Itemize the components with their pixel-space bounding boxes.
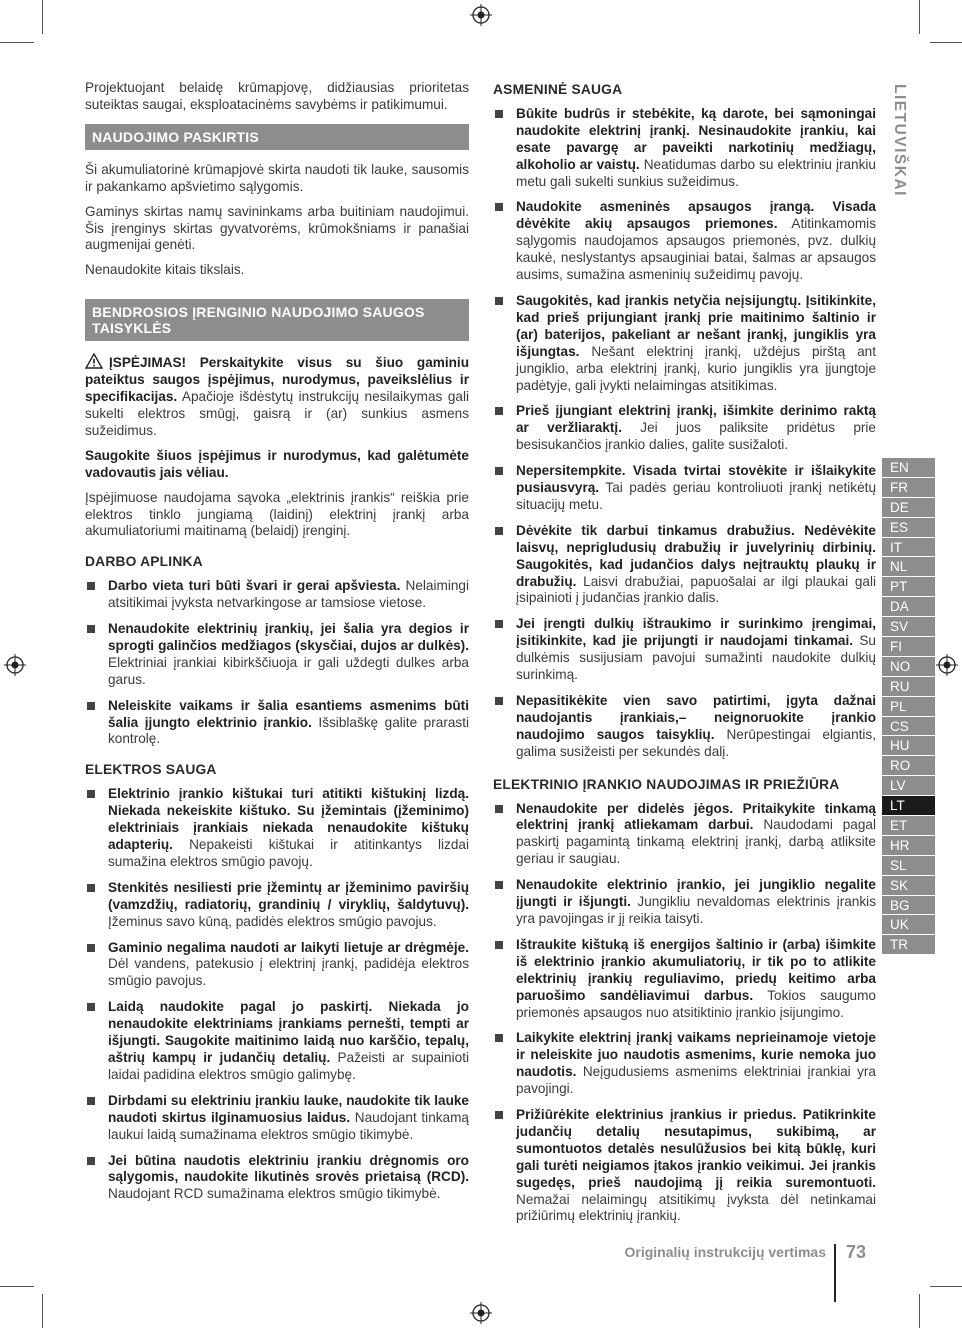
- crop-mark-bottom-right-h: [930, 1286, 962, 1287]
- bullet-text: Elektriniai įrankiai kibirkščiuoja ir gali uždegti dulkes arba garus.: [108, 654, 469, 687]
- language-tab-hu[interactable]: HU: [882, 736, 935, 756]
- bullet-text: Nešant elektrinį įrankį, uždėjus pirštą ant jungiklio, arba elektrinį įrankį, kurio jungiklis yra įjungtoje padėtyje, gali įvykti nelaimingas atsitikimas.: [516, 343, 876, 393]
- bullet-bold-text: Nepersitempkite. Visada tvirtai stovėkite ir išlaikykite pusiausvyrą.: [516, 463, 876, 496]
- bullet-item: [85, 621, 469, 689]
- bullet-text: Nemažai nelaimingų atsitikimų įvyksta dėl netinkamai prižiūrimų elektrinių įrankių.: [516, 1191, 876, 1224]
- personal-safety-list: [493, 106, 876, 761]
- power-tool-term-paragraph: Įspėjimuose naudojama sąvoka „elektrinis įrankis“ reiškia prie elektros tinklo jungiamą (laidinį) elektrinį įrankį arba akumuliatoriumi maitinamą (belaidį) įrenginį.: [85, 489, 469, 539]
- bullet-item: [493, 937, 876, 1022]
- bullet-text: Neįgudusiems asmenims elektriniai įrankiai yra pavojingi.: [516, 1064, 876, 1097]
- keep-instructions-paragraph: [85, 448, 469, 482]
- registration-mark-icon: [936, 654, 958, 676]
- footer-divider: [834, 1244, 836, 1302]
- bullet-text: Jei juos paliksite pridėtus prie besisukančios įrankio dalies, galite susižaloti.: [516, 420, 876, 453]
- bullet-text: Jungikliu nevaldomas elektrinis įrankis yra pavojingas ir jį reikia taisyti.: [516, 894, 876, 926]
- bullet-bold-text: Elektrinio įrankio kištukai turi atitikti kištukinį lizdą. Niekada nekeiskite kištuko. Su įžemintais (įžeminimo) elektriniais įrankiais niekada nenaudokite kištukų adapterių.: [108, 786, 469, 852]
- bullet-item: [85, 578, 469, 612]
- bullet-bold-text: Neleiskite vaikams ir šalia esantiems asmenims būti šalia įjungto elektrinio įrankio.: [108, 697, 469, 730]
- bullet-square-icon: [87, 625, 95, 633]
- bullet-item: [85, 940, 469, 991]
- bullet-item: [493, 1030, 876, 1098]
- paragraph: Gaminys skirtas namų savininkams arba buitiniam naudojimui. Šis įrenginys skirtas gyvatvorėms, krūmokšniams ir panašiai augmenijai genėti.: [85, 203, 469, 253]
- language-tab-pt[interactable]: PT: [882, 577, 935, 597]
- bullet-square-icon: [87, 790, 95, 798]
- bullet-bold-text: Nepasitikėkite vien savo patirtimi, įgyta dažnai naudojantis įrankiais,– neignoruokite įrankio naudojimo saugos taisyklių.: [516, 693, 876, 742]
- left-column: [85, 80, 469, 1212]
- bullet-square-icon: [87, 884, 95, 892]
- bullet-square-icon: [87, 1097, 95, 1105]
- paragraph: Nenaudokite kitais tikslais.: [85, 262, 245, 278]
- subheading-work-area: DARBO APLINKA: [85, 554, 203, 570]
- bullet-item: [85, 1093, 469, 1144]
- language-side-title: LIETUVIŠKAI: [891, 84, 908, 197]
- bullet-text: Nerūpestingai elgiantis, galima susižeisti per sekundės dalį.: [516, 726, 876, 759]
- subheading-tool-use-care: ELEKTRINIO ĮRANKIO NAUDOJIMAS IR PRIEŽIŪRA: [493, 776, 840, 792]
- bullet-text: Naudojant tinkamą laukui laidą sumažinama elektros smūgio tikimybė.: [108, 1109, 469, 1142]
- bullet-item: [493, 403, 876, 454]
- crop-mark-bottom-right-v: [919, 1294, 920, 1328]
- bullet-text: Pažeisti ar supainioti laidai padidina elektros smūgio galimybę.: [108, 1049, 469, 1082]
- bullet-item: [493, 463, 876, 514]
- language-tab-es[interactable]: ES: [882, 518, 935, 538]
- language-tab-nl[interactable]: NL: [882, 557, 935, 577]
- warning-text: Apačioje išdėstytų instrukcijų nesilaikymas gali sukelti elektros smūgį, gaisrą ir (ar) sunkius asmens sužeidimus.: [85, 389, 469, 438]
- bullet-item: [85, 999, 469, 1084]
- bullet-bold-text: Ištraukite kištuką iš energijos šaltinio ir (arba) išimkite iš elektrinio įrankio akumuliatorių, ir tik po to atlikite elektrinių įrankių reguliavimo, priedų keitimo arba paruošimo sandėliavimui darbus.: [516, 936, 876, 1003]
- bullet-bold-text: Jei būtina naudotis elektriniu įrankiu drėgnomis oro sąlygomis, naudokite likutinės srovės prietaisą (RCD).: [108, 1152, 469, 1185]
- bullet-item: [493, 616, 876, 684]
- right-column: [493, 80, 876, 1234]
- bullet-text: Išsiblaškę galite prarasti kontrolę.: [108, 714, 469, 747]
- work-area-list: [85, 578, 469, 748]
- crop-mark-top-left-h: [0, 42, 34, 43]
- bullet-item: [493, 1107, 876, 1225]
- bullet-square-icon: [87, 1003, 95, 1011]
- bullet-square-icon: [87, 1157, 95, 1165]
- subheading-personal-safety: ASMENINĖ SAUGA: [493, 82, 623, 97]
- crop-mark-bottom-left-v: [42, 1294, 43, 1328]
- language-tab-en[interactable]: EN: [882, 458, 935, 478]
- language-tab-lt[interactable]: LT: [882, 796, 935, 816]
- section-banner-general-safety: BENDROSIOS ĮRENGINIO NAUDOJIMO SAUGOS TAISYKLĖS: [85, 299, 469, 341]
- language-tab-cs[interactable]: CS: [882, 717, 935, 737]
- language-tab-hr[interactable]: HR: [882, 836, 935, 856]
- bullet-item: [85, 698, 469, 749]
- intro-paragraph: Projektuojant belaidę krūmapjovę, didžiausias prioritetas suteiktas saugai, eksploatacinėms savybėms ir patikimumui.: [85, 80, 469, 112]
- crop-mark-bottom-left-h: [0, 1286, 34, 1287]
- bullet-square-icon: [87, 582, 95, 590]
- bullet-square-icon: [87, 702, 95, 710]
- subheading-electrical-safety: ELEKTROS SAUGA: [85, 762, 217, 778]
- bullet-square-icon: [495, 467, 503, 475]
- bullet-square-icon: [495, 110, 503, 118]
- paragraph: Ši akumuliatorinė krūmapjovė skirta naudoti tik lauke, sausomis ir pakankamo apšvietimo sąlygomis.: [85, 161, 469, 194]
- language-tab-bg[interactable]: BG: [882, 896, 935, 916]
- bullet-bold-text: Gaminio negalima naudoti ar laikyti lietuje ar drėgmėje.: [108, 939, 469, 955]
- crop-mark-top-right-h: [930, 42, 962, 43]
- bullet-item: [493, 693, 876, 761]
- bullet-bold-text: Nenaudokite elektrinio įrankio, jei jungiklio negalite įjungti ir išjungti.: [516, 877, 876, 910]
- section-banner-intended-use: NAUDOJIMO PASKIRTIS: [85, 124, 469, 150]
- language-tab-tr[interactable]: TR: [882, 935, 935, 955]
- language-tab-fr[interactable]: FR: [882, 478, 935, 498]
- language-tab-ru[interactable]: RU: [882, 677, 935, 697]
- bullet-item: [493, 106, 876, 191]
- bullet-text: Laisvi drabužiai, papuošalai ar ilgi plaukai gali įsipainioti į judančias įrankio dalis.: [516, 573, 876, 606]
- bullet-square-icon: [495, 297, 503, 305]
- bullet-square-icon: [495, 620, 503, 628]
- bullet-text: Tai padės geriau kontroliuoti įrankį netikėtų situacijų metu.: [516, 480, 876, 512]
- language-tab-lv[interactable]: LV: [882, 776, 935, 796]
- bullet-item: [493, 199, 876, 284]
- language-tab-da[interactable]: DA: [882, 597, 935, 617]
- bullet-bold-text: Prieš įjungiant elektrinį įrankį, išimkite derinimo raktą ar veržliaraktį.: [516, 403, 876, 436]
- registration-mark-icon: [470, 4, 492, 26]
- bullet-bold-text: Naudokite asmeninės apsaugos įrangą. Visada dėvėkite akių apsaugos priemones.: [516, 199, 876, 232]
- bullet-text: Naudodami pagal paskirtį pagamintą tinkamą elektrinį įrankį, darbą atliksite geriau ir saugiau.: [516, 817, 876, 867]
- bullet-text: Tokios saugumo priemonės apsaugos nuo atsitiktinio įrankio įsijungimo.: [516, 987, 876, 1020]
- bullet-text: Su dulkėmis susijusiam pavojui sumažinti naudokite dulkių surinkimą.: [516, 633, 876, 683]
- bullet-bold-text: Dirbdami su elektriniu įrankiu lauke, naudokite tik lauke naudoti skirtus ilginamuosius laidus.: [108, 1092, 469, 1125]
- language-tab-sk[interactable]: SK: [882, 876, 935, 896]
- registration-mark-icon: [4, 654, 26, 676]
- bullet-square-icon: [87, 944, 95, 952]
- language-tab-et[interactable]: ET: [882, 816, 935, 836]
- bullet-text: Nelaimingi atsitikimai įvyksta netvarkingose ar tamsiose vietose.: [108, 578, 469, 611]
- language-tab-it[interactable]: IT: [882, 538, 935, 558]
- bullet-text: Nepakeisti kištukai ir atitinkantys lizdai sumažina elektros smūgio pavojų.: [108, 837, 469, 869]
- language-tab-pl[interactable]: PL: [882, 697, 935, 717]
- bullet-item: [493, 801, 876, 869]
- language-tab-de[interactable]: DE: [882, 498, 935, 518]
- language-tab-sv[interactable]: SV: [882, 617, 935, 637]
- bullet-square-icon: [495, 805, 503, 813]
- language-tab-sl[interactable]: SL: [882, 856, 935, 876]
- crop-mark-top-right-v: [919, 0, 920, 34]
- page-number: 73: [846, 1242, 867, 1262]
- bullet-item: [493, 293, 876, 394]
- bullet-item: [493, 523, 876, 608]
- bullet-bold-text: Būkite budrūs ir stebėkite, ką darote, bei sąmoningai naudokite elektrinį įrankį. Nesinaudokite įrankiu, kai esate pavargę ar paveikti narkotinių medžiagų, alkoholio ar vaistų.: [516, 105, 876, 172]
- bullet-item: [85, 786, 469, 871]
- bullet-bold-text: Nenaudokite per didelės jėgos. Pritaikykite tinkamą elektrinį įrankį atliekamam darbui.: [516, 800, 876, 833]
- bullet-item: [85, 1153, 469, 1204]
- bullet-bold-text: Jei įrengti dulkių ištraukimo ir surinkimo įrengimai, įsitikinkite, kad jie prijungti ir naudojami tinkamai.: [516, 616, 876, 649]
- bullet-text: Neatidumas darbo su elektriniu įrankiu metu gali sukelti sunkius sužeidimus.: [516, 156, 876, 189]
- bullet-bold-text: Prižiūrėkite elektrinius įrankius ir priedus. Patikrinkite judančių detalių nesutapimus, sukibimą, ar sumontuotos detalės nesulūžusios bei kitą būklę, kuri gali turėti neigiamos įtakos įrankio veikimui. Jei įrankis sugedęs, prieš naudojimą jį reikia suremontuoti.: [516, 1107, 876, 1190]
- warning-triangle-icon: [85, 353, 103, 369]
- bullet-bold-text: Saugokitės, kad įrankis netyčia neįsijungtų. Įsitikinkite, kad prieš prijungiant įrankį prie maitinimo šaltinio ir (ar) baterijos, pakeliant ar nešant įrankį, jungiklis yra išjungtas.: [516, 292, 876, 359]
- bullet-square-icon: [495, 881, 503, 889]
- bullet-text: Įžeminus savo kūną, padidės elektros smūgio pavojus.: [108, 913, 437, 929]
- bullet-item: [85, 880, 469, 931]
- bullet-square-icon: [495, 1034, 503, 1042]
- language-tab-list: [882, 458, 935, 955]
- language-tab-no[interactable]: NO: [882, 657, 935, 677]
- bullet-bold-text: Nenaudokite elektrinių įrankių, jei šalia yra degios ir sprogti galinčios medžiagos (skysčiai, dujos ar dulkės).: [108, 621, 469, 653]
- bullet-bold-text: Dėvėkite tik darbui tinkamus drabužius. Nedėvėkite laisvų, neprigludusių drabužių ir juvelyrinių dirbinių. Saugokitės, kad judančios dalys neįtrauktų plaukų ir drabužių.: [516, 522, 876, 589]
- bullet-square-icon: [495, 1111, 503, 1119]
- bullet-text: Naudojant RCD sumažinama elektros smūgio tikimybė.: [108, 1186, 441, 1202]
- language-tab-uk[interactable]: UK: [882, 915, 935, 935]
- footer-translation-note: Originalių instrukcijų vertimas: [624, 1244, 826, 1260]
- bullet-square-icon: [495, 203, 503, 211]
- electrical-safety-list: [85, 786, 469, 1203]
- warning-bold-text: ĮSPĖJIMAS! Perskaitykite visus su šiuo gaminiu pateiktus saugos įspėjimus, nurodymus, paveikslėlius ir specifikacijas.: [85, 355, 469, 405]
- bullet-square-icon: [495, 941, 503, 949]
- bullet-bold-text: Darbo vieta turi būti švari ir gerai apšviesta.: [108, 578, 401, 594]
- bullet-bold-text: Stenkitės nesiliesti prie įžemintų ar įžeminimo paviršių (vamzdžių, radiatorių, grandinių / viryklių, šaldytuvų).: [108, 879, 469, 912]
- bullet-item: [493, 877, 876, 928]
- registration-mark-icon: [470, 1302, 492, 1324]
- bullet-square-icon: [495, 697, 503, 705]
- bullet-square-icon: [495, 407, 503, 415]
- bullet-bold-text: Laidą naudokite pagal jo paskirtį. Niekada jo nenaudokite elektriniams įrankiams pernešti, tempti ar išjungti. Saugokite maitinimo laidą nuo karščio, tepalų, aštrių kampų ir judančių detalių.: [108, 999, 469, 1065]
- warning-paragraph: [85, 353, 469, 440]
- bullet-bold-text: Laikykite elektrinį įrankį vaikams neprieinamoje vietoje ir neleiskite juo naudotis asmenims, kurie nemoka juo naudotis.: [516, 1030, 876, 1080]
- keep-instructions-text: Saugokite šiuos įspėjimus ir nurodymus, kad galėtumėte vadovautis jais vėliau.: [85, 447, 469, 480]
- bullet-text: Dėl vandens, patekusio į elektrinį įrankį, padidėja elektros smūgio pavojus.: [108, 956, 469, 989]
- language-tab-ro[interactable]: RO: [882, 756, 935, 776]
- language-tab-fi[interactable]: FI: [882, 637, 935, 657]
- bullet-text: Atitinkamomis sąlygomis naudojamos apsaugos priemonės, pvz. dulkių kaukė, neslystantys apsauginiai batai, šalmas ar apsaugos ausims, sumažina asmeninių sužeidimų pavojų.: [516, 216, 876, 283]
- bullet-square-icon: [495, 527, 503, 535]
- crop-mark-top-left-v: [42, 0, 43, 34]
- tool-use-care-list: [493, 801, 876, 1226]
